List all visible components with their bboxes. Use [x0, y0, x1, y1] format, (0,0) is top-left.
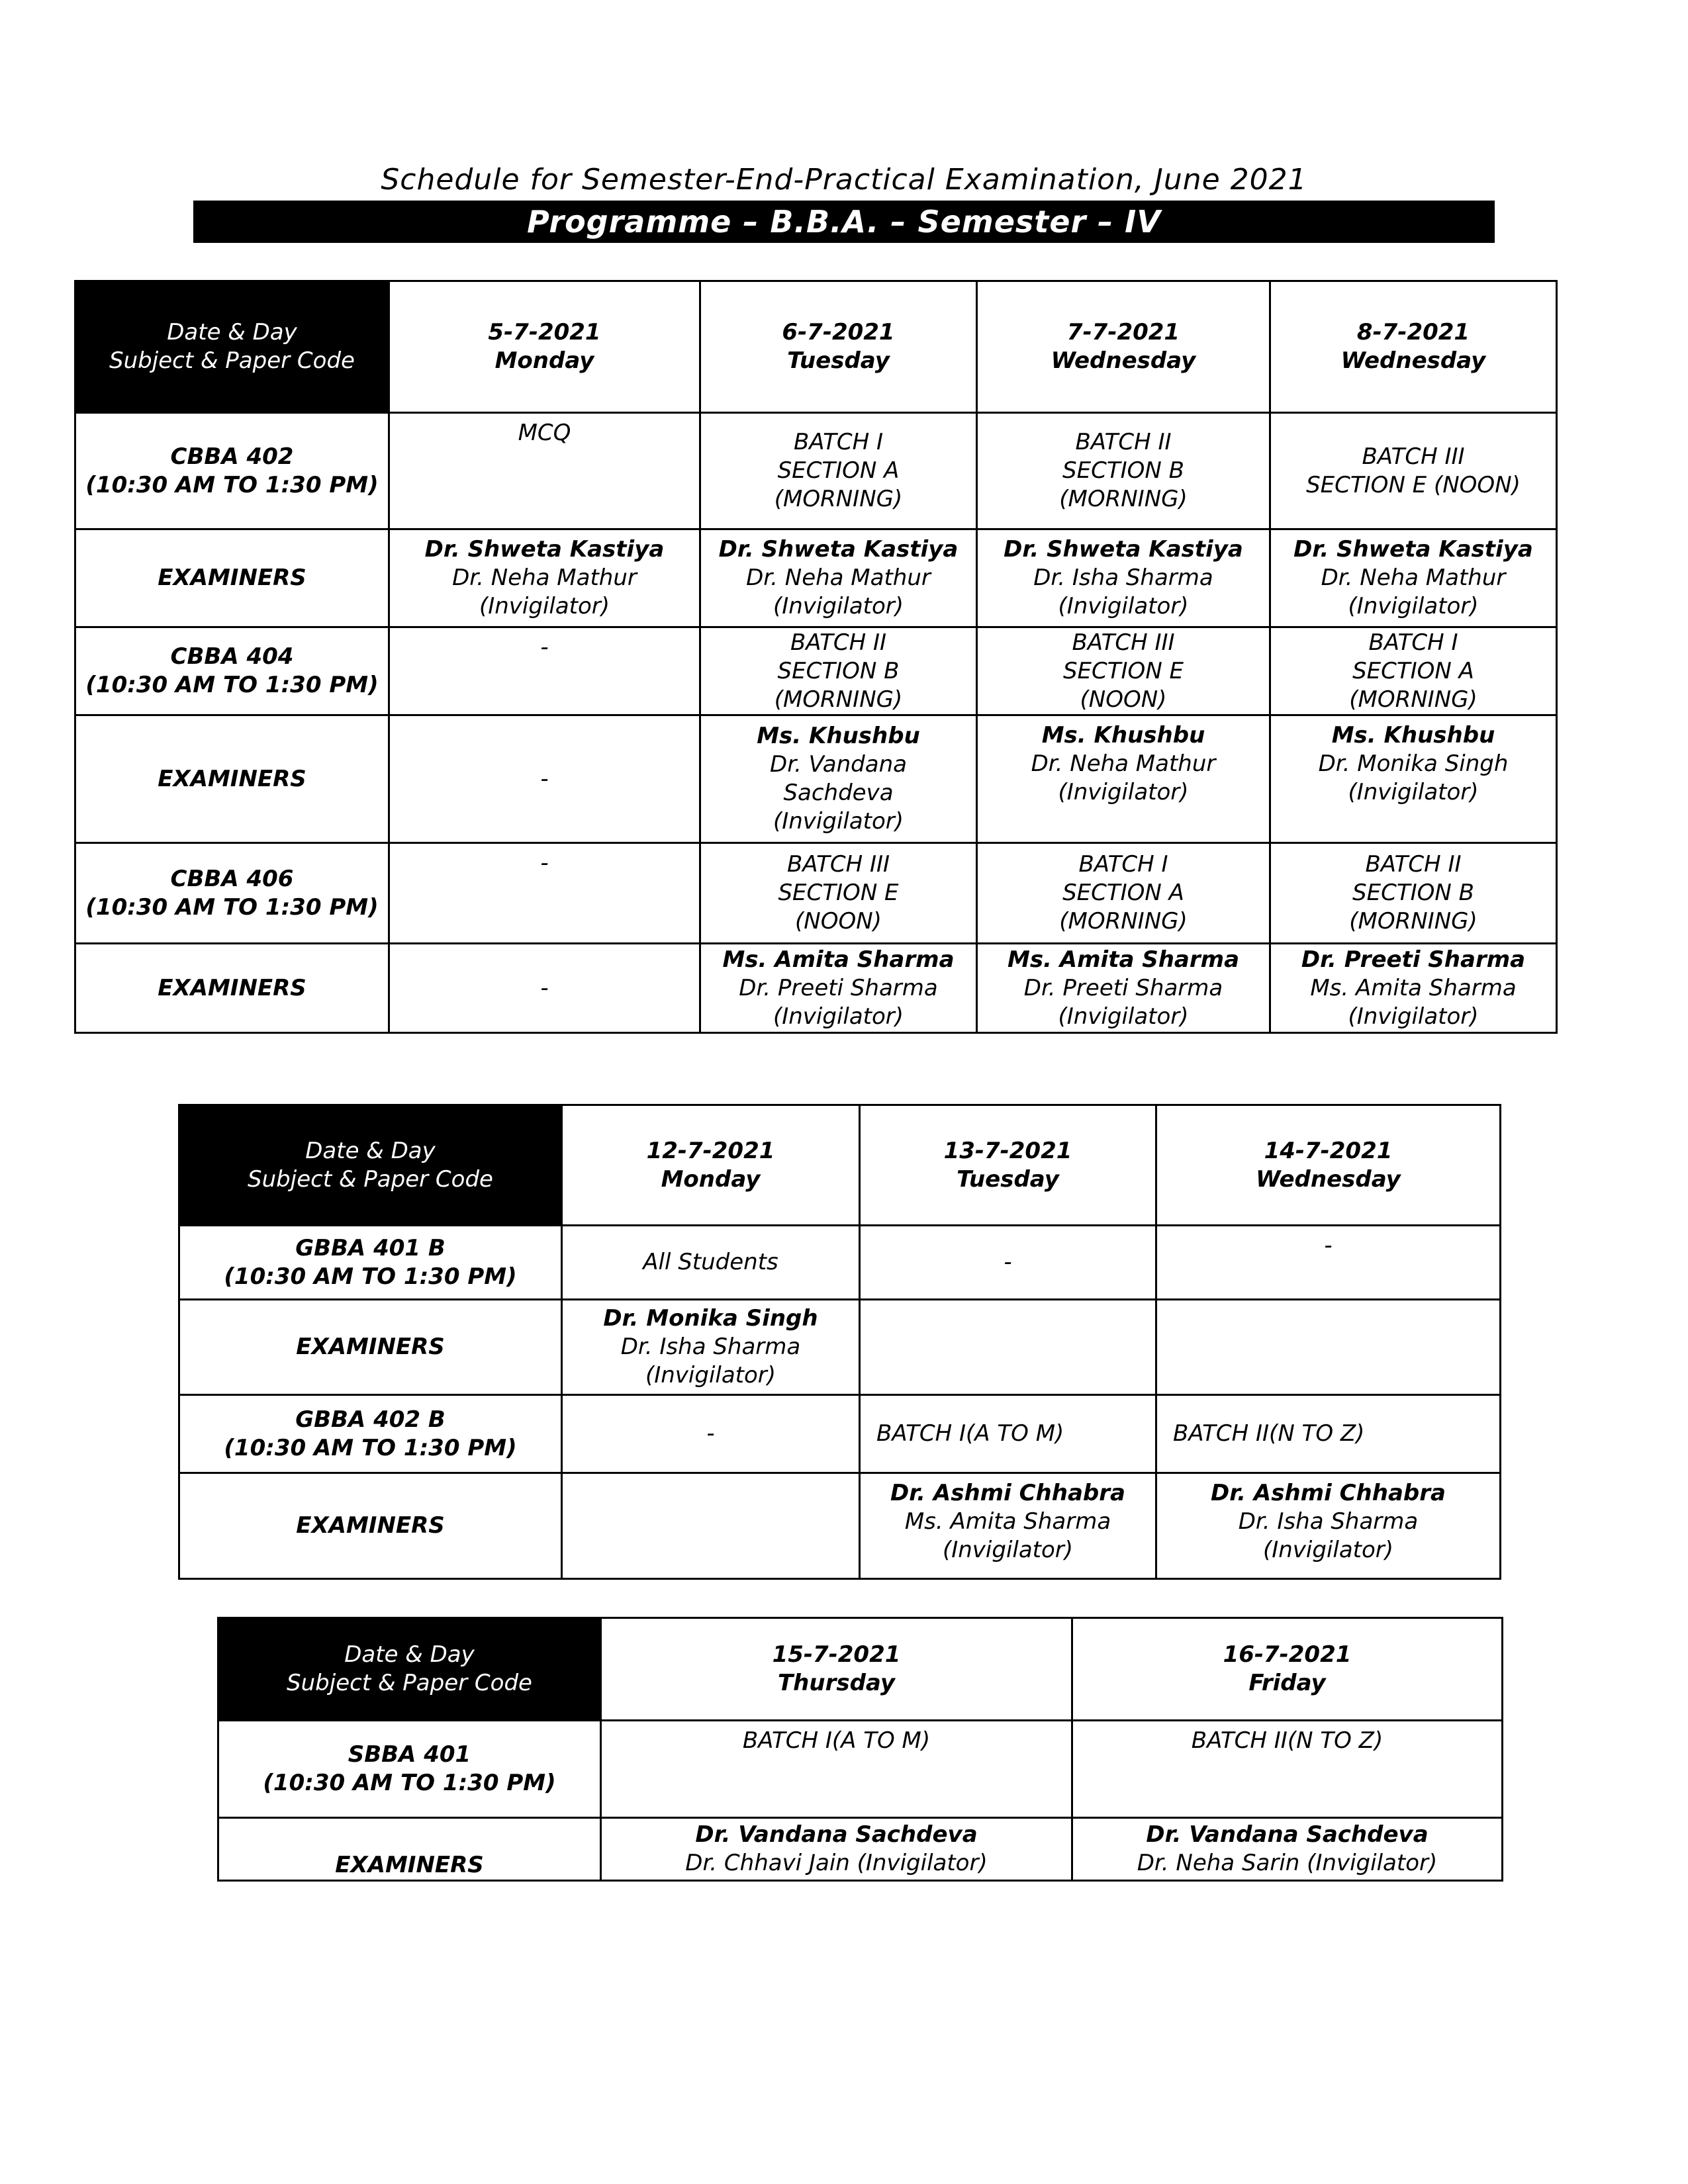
cell-text: BATCH II: [1365, 851, 1462, 878]
cell-text: BATCH II: [790, 629, 887, 656]
date: 8-7-2021: [1356, 319, 1470, 345]
examiner-name: Ms. Amita Sharma: [1310, 974, 1517, 1001]
date-header: [700, 281, 977, 413]
date-header: [1270, 281, 1557, 413]
cell-text: (MORNING): [1059, 486, 1188, 512]
examiner-cell: [977, 944, 1270, 1033]
table-header-row: [218, 1618, 1503, 1721]
schedule-cell: [1072, 1721, 1503, 1818]
table-row: [75, 413, 1557, 529]
cell-text: (MORNING): [774, 486, 903, 512]
examiner-cell: [1156, 1473, 1501, 1579]
examiner-name: Dr. Neha Mathur: [452, 565, 637, 591]
examiner-name: Dr. Neha Mathur: [746, 565, 931, 591]
corner-line-2: Subject & Paper Code: [248, 1165, 493, 1193]
date: 7-7-2021: [1066, 319, 1180, 345]
cell-text: SECTION B: [1352, 880, 1474, 906]
examiner-name: Dr. Ashmi Chhabra: [1211, 1480, 1446, 1506]
day: Tuesday: [957, 1165, 1059, 1193]
schedule-cell: [389, 627, 700, 715]
examiner-role: (Invigilator): [1262, 1537, 1394, 1563]
examiner-name: Dr. Chhavi Jain (Invigilator): [685, 1850, 988, 1876]
examiner-cell: [389, 944, 700, 1033]
examiner-name: Dr. Shweta Kastiya: [718, 536, 959, 563]
examiner-cell: [860, 1300, 1156, 1395]
cell-text: BATCH I(A TO M): [876, 1420, 1064, 1447]
examiner-name: Dr. Monika Singh: [603, 1305, 818, 1332]
subject-cell: [75, 627, 389, 715]
cell-text: SECTION A: [777, 457, 900, 484]
examiner-name: Dr. Shweta Kastiya: [1293, 536, 1533, 563]
schedule-cell: [1270, 627, 1557, 715]
programme-banner: Programme – B.B.A. – Semester – IV: [193, 201, 1495, 243]
schedule-cell: [1270, 843, 1557, 944]
examiner-cell: [1072, 1818, 1503, 1881]
subject-cell: [75, 413, 389, 529]
examiner-cell: [700, 529, 977, 627]
table-row: [218, 1721, 1503, 1818]
date-header: [860, 1105, 1156, 1226]
examiner-name: Ms. Amita Sharma: [722, 946, 955, 973]
cell-text: (MORNING): [1059, 908, 1188, 934]
table-row: [75, 529, 1557, 627]
examiner-role: (Invigilator): [1058, 779, 1189, 805]
examiner-name: Dr. Isha Sharma: [620, 1334, 801, 1360]
examiner-cell: [1270, 529, 1557, 627]
examiner-cell: [977, 715, 1270, 843]
cell-text: SECTION A: [1062, 880, 1184, 906]
cell-text: SECTION A: [1352, 657, 1474, 684]
table-row: [179, 1395, 1501, 1473]
cell-text: (MORNING): [1349, 908, 1477, 934]
schedule-table-1: [74, 280, 1558, 1034]
subject-cell: [218, 1721, 601, 1818]
examiner-cell: [601, 1818, 1072, 1881]
examiner-name: Dr. Shweta Kastiya: [1004, 536, 1243, 563]
corner-header: [179, 1105, 562, 1226]
cell-text: (NOON): [1080, 686, 1167, 713]
cell-text: BATCH I: [1078, 851, 1168, 878]
date-header: [601, 1618, 1072, 1721]
table-row: [75, 715, 1557, 843]
examiner-role: (Invigilator): [773, 808, 904, 835]
schedule-cell: [562, 1226, 860, 1300]
cell-text: BATCH I: [1368, 629, 1458, 656]
examiner-name: Dr. Isha Sharma: [1238, 1508, 1419, 1535]
cell-text: All Students: [643, 1249, 778, 1275]
paper-code: SBBA 401: [348, 1741, 471, 1768]
examiner-name: Dr. Isha Sharma: [1033, 565, 1213, 591]
corner-line-2: Subject & Paper Code: [109, 347, 355, 374]
table-row: [179, 1226, 1501, 1300]
cell-text: -: [540, 765, 549, 792]
schedule-cell: [860, 1226, 1156, 1300]
table-row: [75, 944, 1557, 1033]
examiner-role: (Invigilator): [1348, 1003, 1479, 1030]
paper-code: GBBA 401 B: [295, 1234, 445, 1261]
day: Wednesday: [1256, 1165, 1401, 1193]
date: 13-7-2021: [943, 1137, 1072, 1164]
examiner-role: (Invigilator): [1058, 593, 1189, 619]
day: Thursday: [777, 1670, 895, 1696]
corner-header: [218, 1618, 601, 1721]
cell-text: -: [540, 974, 549, 1001]
day: Wednesday: [1051, 347, 1196, 374]
corner-header: [75, 281, 389, 413]
schedule-cell: [389, 413, 700, 529]
schedule-cell: [562, 1395, 860, 1473]
examiner-role: (Invigilator): [1348, 779, 1479, 805]
corner-line-2: Subject & Paper Code: [287, 1670, 532, 1696]
date-header: [1156, 1105, 1501, 1226]
paper-time: (10:30 AM TO 1:30 PM): [85, 471, 379, 498]
examiner-cell: [1270, 944, 1557, 1033]
day: Monday: [494, 347, 594, 374]
examiner-cell: [389, 715, 700, 843]
schedule-cell: [1156, 1395, 1501, 1473]
cell-text: (MORNING): [774, 686, 903, 713]
examiner-role: (Invigilator): [773, 593, 904, 619]
cell-text: -: [540, 850, 549, 876]
table-header-row: [75, 281, 1557, 413]
schedule-cell: [1270, 413, 1557, 529]
examiner-cell: [389, 529, 700, 627]
subject-cell: [179, 1395, 562, 1473]
examiner-role: (Invigilator): [1348, 593, 1479, 619]
examiner-cell: [562, 1473, 860, 1579]
examiner-name: Dr. Preeti Sharma: [739, 974, 938, 1001]
paper-time: (10:30 AM TO 1:30 PM): [263, 1770, 556, 1796]
examiners-label: EXAMINERS: [75, 944, 389, 1033]
date-header: [977, 281, 1270, 413]
date: 5-7-2021: [488, 319, 601, 345]
cell-text: BATCH III: [1072, 629, 1175, 656]
day: Monday: [661, 1165, 761, 1193]
examiner-name: Sachdeva: [783, 780, 894, 806]
subject-cell: [75, 843, 389, 944]
cell-text: SECTION B: [777, 657, 900, 684]
schedule-table-3: [217, 1617, 1503, 1882]
schedule-cell: [977, 627, 1270, 715]
date-header: [562, 1105, 860, 1226]
paper-code: GBBA 402 B: [295, 1406, 445, 1433]
examiner-name: Dr. Vandana: [770, 751, 907, 778]
paper-time: (10:30 AM TO 1:30 PM): [224, 1263, 517, 1290]
examiner-name: Dr. Vandana Sachdeva: [695, 1821, 978, 1848]
examiner-name: Dr. Preeti Sharma: [1023, 974, 1223, 1001]
examiner-cell: [700, 715, 977, 843]
examiners-label: EXAMINERS: [179, 1300, 562, 1395]
examiners-label: EXAMINERS: [179, 1473, 562, 1579]
cell-text: (MORNING): [1349, 686, 1477, 713]
corner-line-1: Date & Day: [167, 319, 297, 345]
paper-time: (10:30 AM TO 1:30 PM): [85, 672, 379, 698]
examiner-name: Dr. Neha Sarin (Invigilator): [1137, 1850, 1438, 1876]
examiner-cell: [1270, 715, 1557, 843]
examiner-role: (Invigilator): [773, 1003, 904, 1030]
examiner-name: Dr. Ashmi Chhabra: [890, 1480, 1125, 1506]
schedule-cell: [700, 843, 977, 944]
corner-line-1: Date & Day: [305, 1137, 436, 1164]
page-title: Schedule for Semester-End-Practical Examination, June 2021: [381, 163, 1307, 197]
corner-line-1: Date & Day: [344, 1641, 475, 1668]
schedule-cell: [1156, 1226, 1501, 1300]
examiner-cell: [977, 529, 1270, 627]
examiners-label: EXAMINERS: [218, 1818, 601, 1881]
examiner-role: (Invigilator): [479, 593, 610, 619]
cell-text: -: [1004, 1249, 1012, 1275]
schedule-table-2: [178, 1104, 1501, 1580]
table-row: [75, 843, 1557, 944]
examiner-name: Dr. Vandana Sachdeva: [1146, 1821, 1429, 1848]
cell-text: BATCH II(N TO Z): [1191, 1727, 1383, 1754]
table-row: [179, 1300, 1501, 1395]
schedule-cell: [977, 413, 1270, 529]
cell-text: SECTION E (NOON): [1306, 471, 1521, 498]
examiner-role: (Invigilator): [645, 1362, 776, 1388]
subject-cell: [179, 1226, 562, 1300]
examiner-name: Dr. Neha Mathur: [1321, 565, 1506, 591]
examiner-cell: [562, 1300, 860, 1395]
schedule-cell: [700, 413, 977, 529]
examiner-name: Dr. Shweta Kastiya: [424, 536, 665, 563]
examiner-name: Dr. Monika Singh: [1318, 751, 1509, 777]
examiners-label: EXAMINERS: [75, 715, 389, 843]
cell-text: BATCH I: [793, 429, 884, 455]
examiners-label: EXAMINERS: [75, 529, 389, 627]
cell-text: BATCH I(A TO M): [742, 1727, 931, 1754]
schedule-cell: [977, 843, 1270, 944]
schedule-cell: [601, 1721, 1072, 1818]
paper-code: CBBA 404: [170, 643, 294, 670]
cell-text: -: [1324, 1232, 1333, 1259]
paper-code: CBBA 406: [170, 865, 294, 892]
examiner-role: (Invigilator): [942, 1537, 1074, 1563]
examiner-cell: [700, 944, 977, 1033]
date-header: [389, 281, 700, 413]
cell-text: BATCH III: [786, 851, 890, 878]
schedule-cell: [860, 1395, 1156, 1473]
examiner-name: Dr. Preeti Sharma: [1301, 946, 1526, 973]
examiner-name: Ms. Amita Sharma: [1007, 946, 1240, 973]
table-row: [75, 627, 1557, 715]
date: 6-7-2021: [782, 319, 895, 345]
cell-text: (NOON): [795, 908, 882, 934]
date: 14-7-2021: [1264, 1137, 1393, 1164]
table-header-row: [179, 1105, 1501, 1226]
examiner-name: Ms. Khushbu: [757, 723, 920, 749]
date: 15-7-2021: [772, 1641, 901, 1668]
day: Tuesday: [787, 347, 890, 374]
cell-text: -: [540, 634, 549, 660]
cell-text: BATCH II: [1075, 429, 1172, 455]
examiner-name: Dr. Neha Mathur: [1031, 751, 1216, 777]
day: Friday: [1248, 1670, 1326, 1696]
cell-text: MCQ: [518, 420, 571, 446]
examiner-cell: [1156, 1300, 1501, 1395]
cell-text: -: [706, 1420, 715, 1447]
cell-text: SECTION E: [778, 880, 899, 906]
table-row: [218, 1818, 1503, 1881]
date-header: [1072, 1618, 1503, 1721]
schedule-cell: [700, 627, 977, 715]
examiner-name: Ms. Khushbu: [1331, 722, 1495, 749]
cell-text: SECTION B: [1062, 457, 1184, 484]
examiner-role: (Invigilator): [1058, 1003, 1189, 1030]
paper-code: CBBA 402: [170, 443, 294, 470]
examiner-name: Ms. Amita Sharma: [904, 1508, 1111, 1535]
date: 16-7-2021: [1223, 1641, 1352, 1668]
cell-text: BATCH II(N TO Z): [1173, 1420, 1365, 1447]
examiner-cell: [860, 1473, 1156, 1579]
schedule-cell: [389, 843, 700, 944]
cell-text: SECTION E: [1062, 657, 1184, 684]
examiner-name: Ms. Khushbu: [1041, 722, 1205, 749]
paper-time: (10:30 AM TO 1:30 PM): [224, 1434, 517, 1461]
paper-time: (10:30 AM TO 1:30 PM): [85, 893, 379, 921]
date: 12-7-2021: [646, 1137, 775, 1164]
day: Wednesday: [1340, 347, 1486, 374]
table-row: [179, 1473, 1501, 1579]
cell-text: BATCH III: [1362, 443, 1465, 470]
